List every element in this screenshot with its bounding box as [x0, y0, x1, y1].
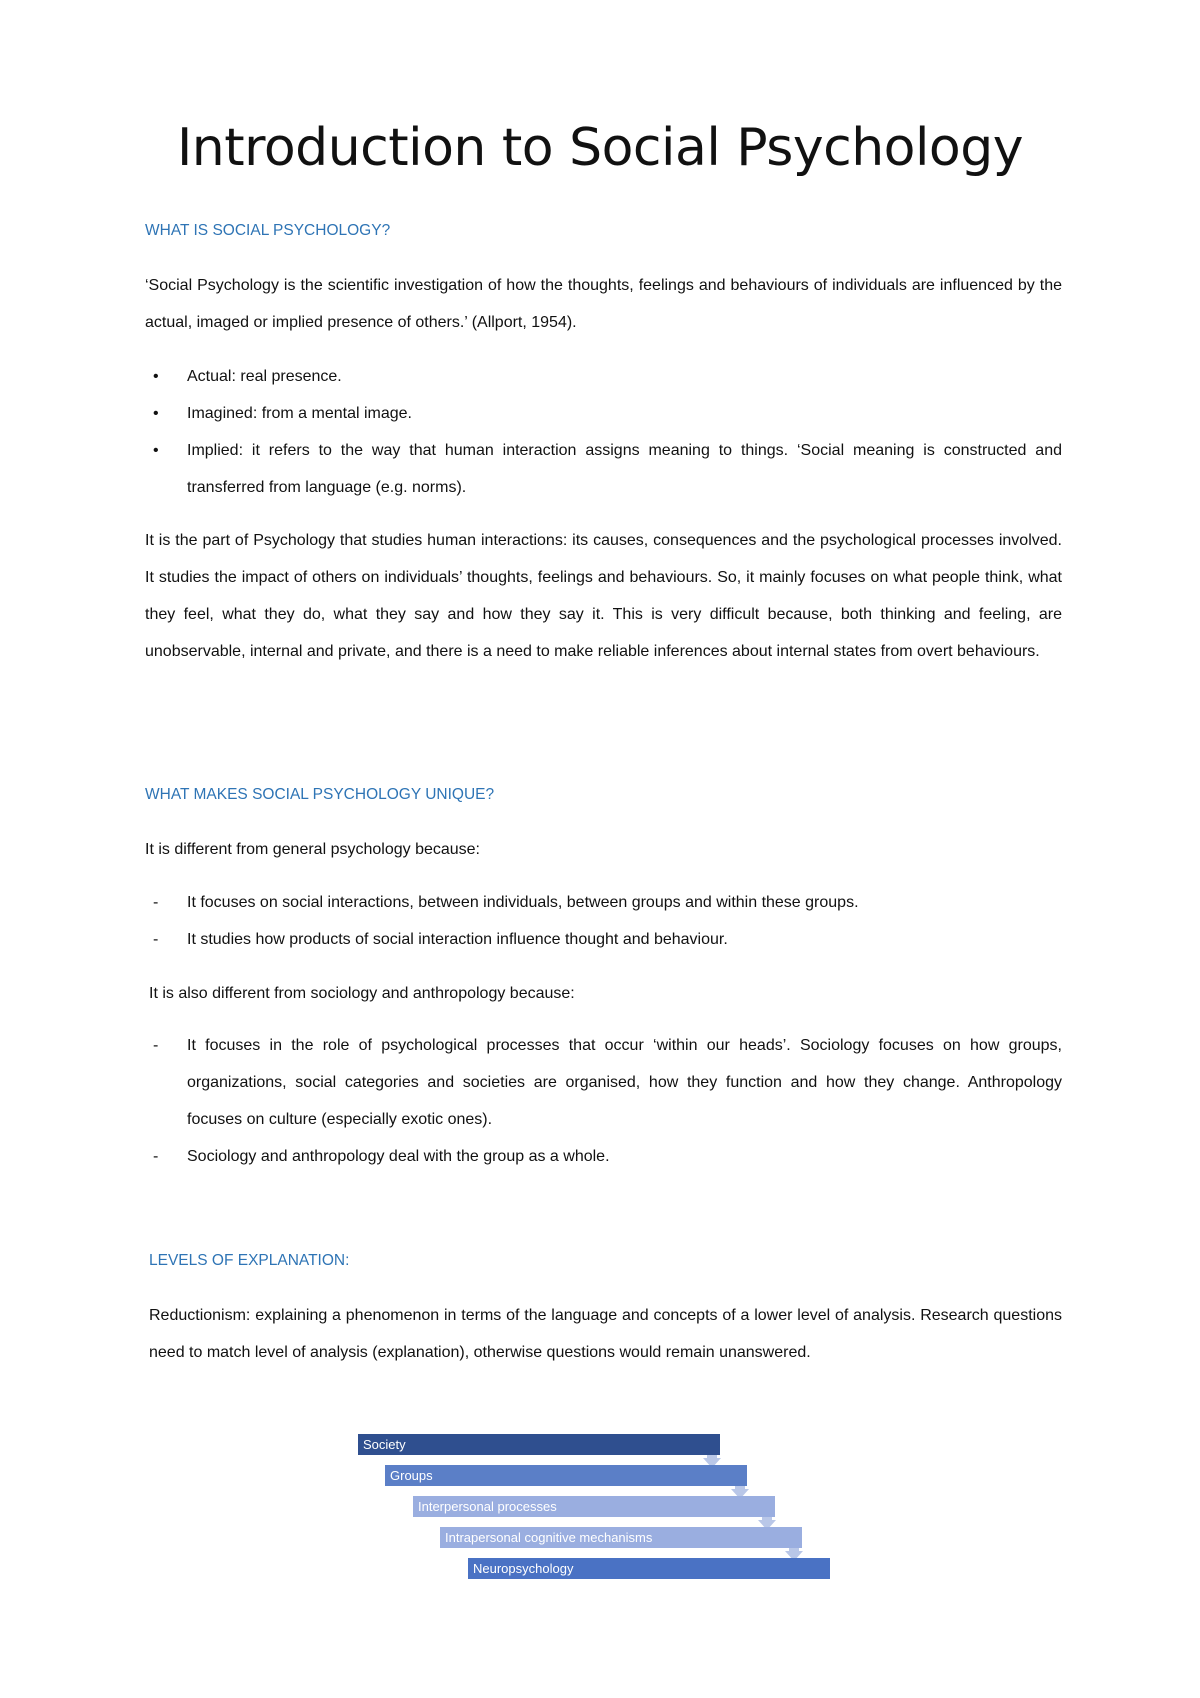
- presence-types-list: [145, 358, 1062, 506]
- level-intrapersonal-cognitive-mechanisms: Intrapersonal cognitive mechanisms: [440, 1527, 802, 1548]
- list-item: - It studies how products of social interaction influence thought and behaviour.: [145, 921, 1062, 958]
- level-groups: Groups: [385, 1465, 747, 1486]
- section-heading-unique: WHAT MAKES SOCIAL PSYCHOLOGY UNIQUE?: [145, 786, 495, 803]
- dash-marker: -: [153, 1148, 159, 1165]
- sociology-anthropology-intro: It is also different from sociology and anthropology because:: [149, 985, 575, 1002]
- section-heading-what-is: WHAT IS SOCIAL PSYCHOLOGY?: [145, 222, 391, 239]
- list-item: - Sociology and anthropology deal with the group as a whole.: [145, 1138, 1062, 1175]
- reductionism-paragraph: Reductionism: explaining a phenomenon in terms of the language and concepts of a lower level of analysis. Research questions need to match level of analysis (explanation), otherwise questions would remain unanswered.: [149, 1307, 1062, 1361]
- level-society: Society: [358, 1434, 720, 1455]
- bullet-icon: •: [153, 368, 159, 385]
- level-interpersonal-processes: Interpersonal processes: [413, 1496, 775, 1517]
- list-item: - It focuses on social interactions, between individuals, between groups and within these groups.: [145, 884, 1062, 921]
- section-heading-levels: LEVELS OF EXPLANATION:: [149, 1252, 350, 1269]
- list-item: • Imagined: from a mental image.: [145, 395, 1062, 432]
- sociology-differences-list: [145, 1027, 1062, 1175]
- list-item: • Implied: it refers to the way that human interaction assigns meaning to things. ‘Social meaning is constructed and transferred from language (e.g. norms).: [145, 432, 1062, 506]
- list-item: - It focuses in the role of psychological processes that occur ‘within our heads’. Sociology focuses on how groups, organizations, social categories and societies are organised, how they function and how they change. Anthropology focuses on culture (especially exotic ones).: [145, 1027, 1062, 1138]
- allport-definition-quote: ‘Social Psychology is the scientific investigation of how the thoughts, feelings and behaviours of individuals are influenced by the actual, imaged or implied presence of others.’ (Allport, 1954).: [145, 277, 1062, 331]
- level-neuropsychology: Neuropsychology: [468, 1558, 830, 1579]
- section1-body-paragraph: It is the part of Psychology that studies human interactions: its causes, consequences and the psychological processes involved. It studies the impact of others on individuals’ thoughts, feelings and behaviours. So, it mainly focuses on what people think, what they feel, what they do, what they say and how they say it. This is very difficult because, both thinking and feeling, are unobservable, internal and private, and there is a need to make reliable inferences about internal states from overt behaviours.: [145, 532, 1062, 660]
- bullet-icon: •: [153, 442, 159, 459]
- page-title: Introduction to Social Psychology: [176, 118, 1024, 178]
- dash-marker: -: [153, 1037, 159, 1054]
- list-item: • Actual: real presence.: [145, 358, 1062, 395]
- bullet-icon: •: [153, 405, 159, 422]
- dash-marker: -: [153, 894, 159, 911]
- general-psychology-intro: It is different from general psychology because:: [145, 841, 480, 858]
- dash-marker: -: [153, 931, 159, 948]
- general-psychology-differences-list: [145, 884, 1062, 958]
